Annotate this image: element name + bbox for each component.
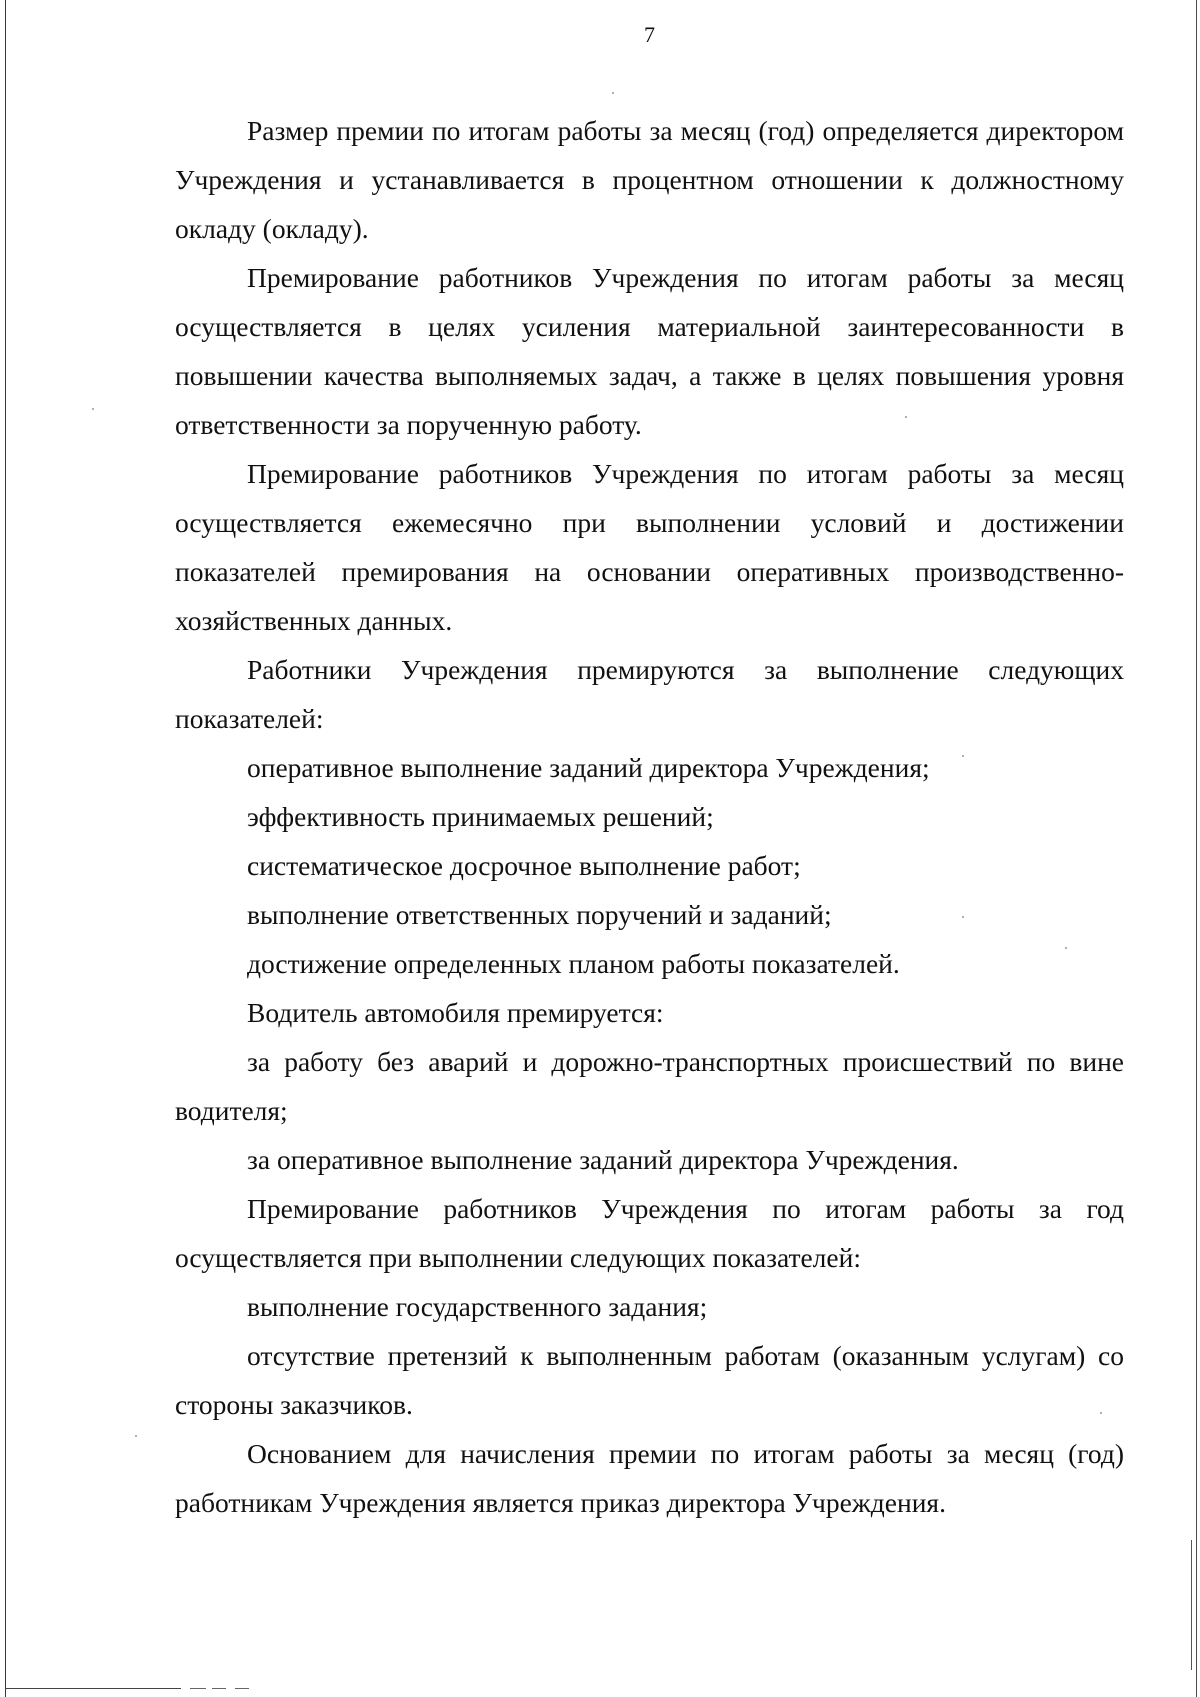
- scan-speck: [135, 1435, 137, 1437]
- scan-edge-right-lower: [1191, 1540, 1192, 1670]
- paragraph: Основанием для начисления премии по итогам работы за месяц (год) работникам Учреждения является приказ директора Учреждения.: [175, 1438, 1124, 1518]
- list-item: отсутствие претензий к выполненным работам (оказанным услугам) со стороны заказчиков.: [175, 1340, 1124, 1420]
- bottom-rule-dash: [212, 1688, 226, 1689]
- list-item: за оперативное выполнение заданий директора Учреждения.: [247, 1144, 959, 1175]
- list-item: за работу без аварий и дорожно-транспортных происшествий по вине водителя;: [175, 1046, 1124, 1126]
- paragraph: Водитель автомобиля премируется:: [247, 997, 664, 1028]
- bottom-rule-dash: [190, 1688, 206, 1689]
- list-item: выполнение государственного задания;: [247, 1291, 708, 1322]
- paragraph: Премирование работников Учреждения по итогам работы за месяц осуществляется в целях усиления материальной заинтересованности в повышении качества выполняемых задач, а также в целях повышения уровня ответственности за порученную работу.: [175, 262, 1124, 440]
- list-item: систематическое досрочное выполнение работ;: [247, 850, 801, 881]
- bottom-rule: [6, 1688, 181, 1689]
- list-item: выполнение ответственных поручений и заданий;: [247, 899, 832, 930]
- scan-edge-right: [1196, 0, 1197, 1697]
- body-text: [175, 106, 1124, 1527]
- list-item: оперативное выполнение заданий директора Учреждения;: [247, 752, 930, 783]
- list-item: достижение определенных планом работы показателей.: [247, 948, 900, 979]
- scan-speck: [92, 408, 94, 410]
- scan-speck: [612, 92, 614, 94]
- paragraph: Премирование работников Учреждения по итогам работы за месяц осуществляется ежемесячно при выполнении условий и достижении показателей премирования на основании оперативных производственно-хозяйственных данных.: [175, 458, 1124, 636]
- list-item: эффективность принимаемых решений;: [247, 801, 714, 832]
- paragraph: Работники Учреждения премируются за выполнение следующих показателей:: [175, 654, 1124, 734]
- page-number-text: 7: [644, 22, 655, 47]
- paragraph: Премирование работников Учреждения по итогам работы за год осуществляется при выполнении следующих показателей:: [175, 1193, 1124, 1273]
- scan-edge-left: [5, 0, 6, 1697]
- bottom-rule-dash: [235, 1688, 249, 1689]
- paragraph: Размер премии по итогам работы за месяц (год) определяется директором Учреждения и устанавливается в процентном отношении к должностному окладу (окладу).: [175, 115, 1124, 244]
